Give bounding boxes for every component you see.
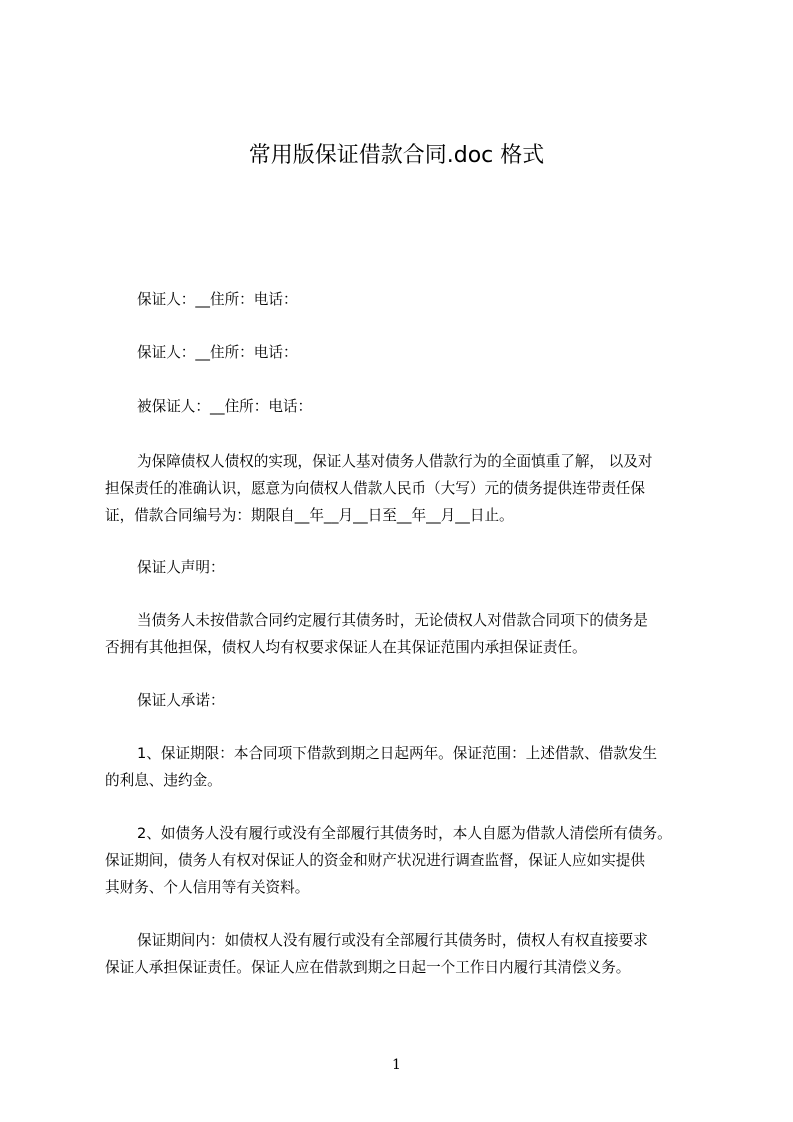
document-title: 常用版保证借款合同.doc 格式	[248, 143, 545, 168]
paragraph-line: 1、保证期限：本合同项下借款到期之日起两年。保证范围：上述借款、借款发生	[137, 745, 658, 762]
guarantor-2-line: 保证人：__住所：电话：	[137, 344, 298, 361]
paragraph-line: 否拥有其他担保，债权人均有权要求保证人在其保证范围内承担保证责任。	[105, 639, 587, 656]
commitment-heading: 保证人承诺：	[137, 692, 225, 709]
declaration-heading: 保证人声明：	[137, 559, 225, 576]
paragraph-line: 证，借款合同编号为：期限自__年__月__日至__年__月__日止。	[105, 507, 514, 524]
paragraph-line: 为保障债权人债权的实现，保证人基对债务人借款行为的全面慎重了解， 以及对	[137, 453, 653, 470]
guarantor-1-line: 保证人：__住所：电话：	[137, 291, 298, 308]
paragraph-line: 2、如债务人没有履行或没有全部履行其债务时，本人自愿为借款人清偿所有债务。	[137, 825, 672, 842]
paragraph-line: 当债务人未按借款合同约定履行其债务时，无论债权人对借款合同项下的债务是	[137, 612, 648, 629]
paragraph-line: 其财务、个人信用等有关资料。	[105, 879, 310, 896]
paragraph-line: 担保责任的准确认识，愿意为向债权人借款人民币（大写）元的债务提供连带责任保	[105, 480, 645, 497]
paragraph-line: 保证人承担保证责任。保证人应在借款到期之日起一个工作日内履行其清偿义务。	[105, 959, 631, 976]
paragraph-line: 保证期间内：如债权人没有履行或没有全部履行其债务时，债权人有权直接要求	[137, 932, 648, 949]
page-number: 1	[392, 1057, 401, 1073]
paragraph-line: 的利息、违约金。	[105, 772, 222, 789]
guaranteed-party-line: 被保证人：__住所：电话：	[137, 398, 313, 415]
paragraph-line: 保证期间，债务人有权对保证人的资金和财产状况进行调查监督，保证人应如实提供	[105, 852, 645, 869]
